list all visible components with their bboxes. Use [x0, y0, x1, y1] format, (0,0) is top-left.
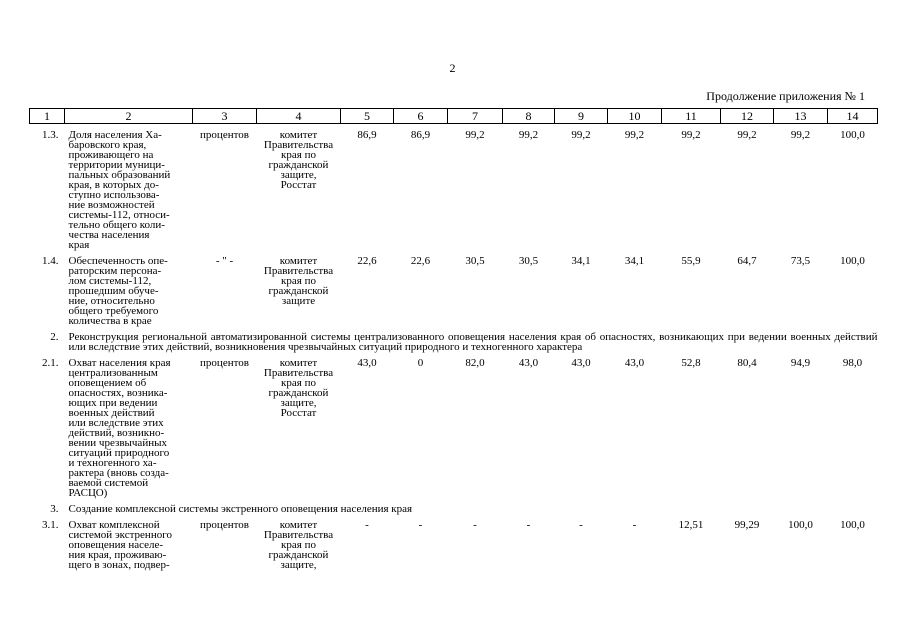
indicator-name: Охват комплексной системой экстренного оповещения населе- ния края, проживаю- щего в зонах, подвер- [68, 519, 172, 571]
unit-cell: процентов [200, 357, 249, 369]
value-cell: 99,2 [465, 129, 485, 141]
value-cell: - [418, 519, 423, 531]
value-cell: 0 [417, 357, 424, 369]
indicator-name: Охват населения края централизованным оповещением об опасностях, возника- ющих при ведении военных действий или вследствие этих действий, возникно- вении чрезвычайных ситуаций природного и техногенного ха- рактера (вновь созда- ваемой системой РАСЦО) [68, 357, 171, 499]
column-header: 9 [555, 109, 608, 124]
value-cell: 99,2 [518, 129, 539, 141]
column-header: 6 [394, 109, 448, 124]
value-cell: - [473, 519, 477, 531]
value-cell: 99,2 [624, 129, 645, 141]
value-cell: - [365, 519, 369, 531]
value-cell: 73,5 [790, 255, 811, 267]
column-header: 5 [341, 109, 394, 124]
column-header: 7 [448, 109, 503, 124]
column-header: 2 [65, 109, 193, 124]
value-cell: - [579, 519, 583, 531]
row-number: 1.4. [42, 255, 59, 267]
source-cell: комитет Правительства края по гражданской защите, Росстат [263, 129, 334, 191]
row-number: 2. [50, 331, 59, 343]
value-cell: 94,9 [790, 357, 811, 369]
value-cell: 100,0 [788, 519, 813, 531]
column-header: 4 [257, 109, 341, 124]
row-number: 3.1. [42, 519, 59, 531]
column-header: 8 [503, 109, 555, 124]
value-cell: 100,0 [840, 519, 865, 531]
section-row [30, 504, 878, 514]
value-cell: 43,0 [624, 357, 645, 369]
value-cell: 43,0 [357, 357, 377, 369]
value-cell: 43,0 [518, 357, 539, 369]
page-number: 2 [449, 61, 456, 75]
value-cell: 80,4 [737, 357, 757, 369]
value-cell: 82,0 [465, 357, 485, 369]
table-body [30, 124, 878, 577]
indicator-row [30, 358, 878, 498]
indicator-row [30, 520, 878, 570]
value-cell: 12,51 [678, 519, 704, 531]
unit-cell: - " - [215, 255, 234, 267]
unit-cell: процентов [200, 519, 249, 531]
value-cell: 100,0 [840, 255, 865, 267]
value-cell: 64,7 [737, 255, 757, 267]
appendix-note: Продолжение приложения № 1 [706, 89, 865, 103]
value-cell: - [632, 519, 637, 531]
row-number: 2.1. [42, 357, 59, 369]
value-cell: 99,29 [734, 519, 760, 531]
value-cell: 98,0 [842, 357, 863, 369]
source-cell: комитет Правительства края по гражданской защите, [263, 519, 334, 571]
indicator-row [30, 256, 878, 326]
value-cell: 43,0 [571, 357, 591, 369]
value-cell: - [526, 519, 531, 531]
value-cell: 22,6 [410, 255, 431, 267]
value-cell: 99,2 [790, 129, 811, 141]
section-row [30, 332, 878, 352]
value-cell: 22,6 [357, 255, 377, 267]
row-number: 1.3. [42, 129, 59, 141]
value-cell: 86,9 [357, 129, 377, 141]
value-cell: 86,9 [410, 129, 431, 141]
section-title: Создание комплексной системы экстренного оповещения населения края [68, 503, 413, 515]
column-header: 3 [193, 109, 257, 124]
value-cell: 34,1 [624, 255, 645, 267]
indicator-name: Доля населения Ха- баровского края, проживающего на территории муници- пальных образований края, в которых до- ступно использова- ние возможностей системы-112, относи- тельно общего коли- чества населения края [68, 129, 171, 251]
column-header: 14 [828, 109, 878, 124]
value-cell: 99,2 [571, 129, 591, 141]
value-cell: 30,5 [465, 255, 485, 267]
source-cell: комитет Правительства края по гражданской защите [263, 255, 334, 307]
column-header: 12 [721, 109, 774, 124]
section-title: Реконструкция региональной автоматизированной системы централизованного оповещения населения края об опасностях, возникающих при ведении военных действий или вследствие этих действий, возникновения чрезвычайных ситуаций природного и техногенного характера [68, 331, 878, 353]
value-cell: 99,2 [681, 129, 701, 141]
value-cell: 100,0 [840, 129, 865, 141]
column-header: 10 [608, 109, 662, 124]
value-cell: 30,5 [518, 255, 539, 267]
unit-cell: процентов [200, 129, 249, 141]
row-number: 3. [50, 503, 59, 515]
header-row [30, 109, 878, 124]
value-cell: 99,2 [737, 129, 757, 141]
value-cell: 52,8 [681, 357, 701, 369]
source-cell: комитет Правительства края по гражданской защите, Росстат [263, 357, 334, 419]
value-cell: 55,9 [681, 255, 701, 267]
indicator-name: Обеспеченность опе- раторским персона- лом системы-112, прошедшим обуче- ние, относительно общего требуемого количества в крае [68, 255, 168, 327]
value-cell: 34,1 [571, 255, 591, 267]
indicators-table [29, 108, 878, 576]
column-header: 13 [774, 109, 828, 124]
column-header: 11 [662, 109, 721, 124]
indicator-row [30, 130, 878, 250]
column-header: 1 [30, 109, 65, 124]
